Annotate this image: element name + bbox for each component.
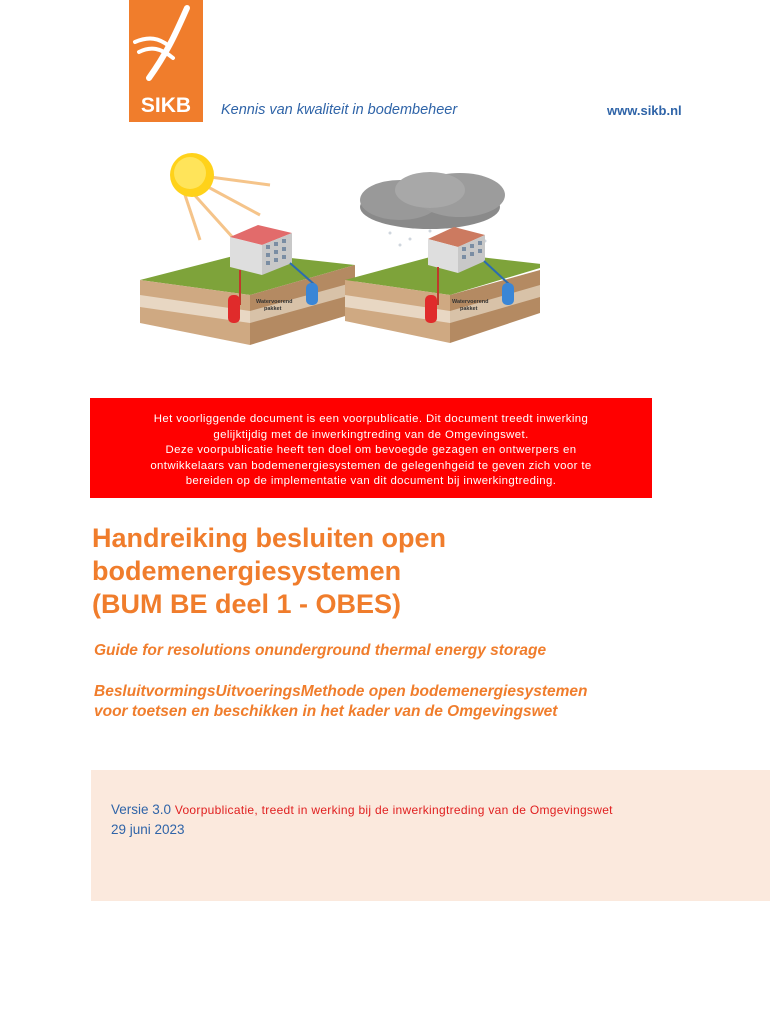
winter-ground-block [345,227,540,343]
website-link[interactable]: www.sikb.nl [607,103,682,118]
notice-line: Deze voorpublicatie heeft ten doel om bevoegde gezagen en ontwerpers en [165,444,577,456]
method-line: voor toetsen en beschikken in het kader van de Omgevingswet [94,703,558,720]
aquifer-label-right-2: pakket [460,306,478,312]
english-subtitle: Guide for resolutions onunderground thermal energy storage [94,642,547,659]
document-title [92,522,446,621]
summer-ground-block [140,225,355,345]
version-date: 29 juni 2023 [111,822,185,837]
version-line [111,802,613,817]
tagline: Kennis van kwaliteit in bodembeheer [221,102,458,118]
notice-line: bereiden op de implementatie van dit document bij inwerkingtreding. [185,475,557,487]
aquifer-label-left: Watervoerend [256,299,293,305]
title-line: Handreiking besluiten open [92,523,447,553]
version-note: Voorpublicatie, treedt in werking bij de inwerkingtreding van de Omgevingswet [174,803,613,817]
logo-text: SIKB [140,94,192,117]
sikb-logo [129,0,203,122]
title-line: bodemenergiesystemen [92,556,402,586]
title-line: (BUM BE deel 1 - OBES) [92,589,402,619]
notice-line: gelijktijdig met de inwerkingtreding van de Omgevingswet. [213,428,529,441]
aquifer-label-right: Watervoerend [452,299,489,305]
logo-swoosh-icon [129,0,203,90]
notice-line: ontwikkelaars van bodemenergiesystemen de gelegenhgeid te geven zich voor te [150,459,592,472]
version-label: Versie 3.0 [111,802,172,817]
cloud-icon [360,172,505,229]
notice-line: Het voorliggende document is een voorpublicatie. Dit document treedt inwerking [153,413,589,425]
prepublication-notice [90,398,652,498]
method-line: BesluitvormingsUitvoeringsMethode open bodemenergiesystemen [94,683,588,700]
method-description [94,682,588,722]
aquifer-label-left-2: pakket [264,306,282,312]
version-panel [91,770,770,901]
bodemenergie-illustration [140,145,540,345]
